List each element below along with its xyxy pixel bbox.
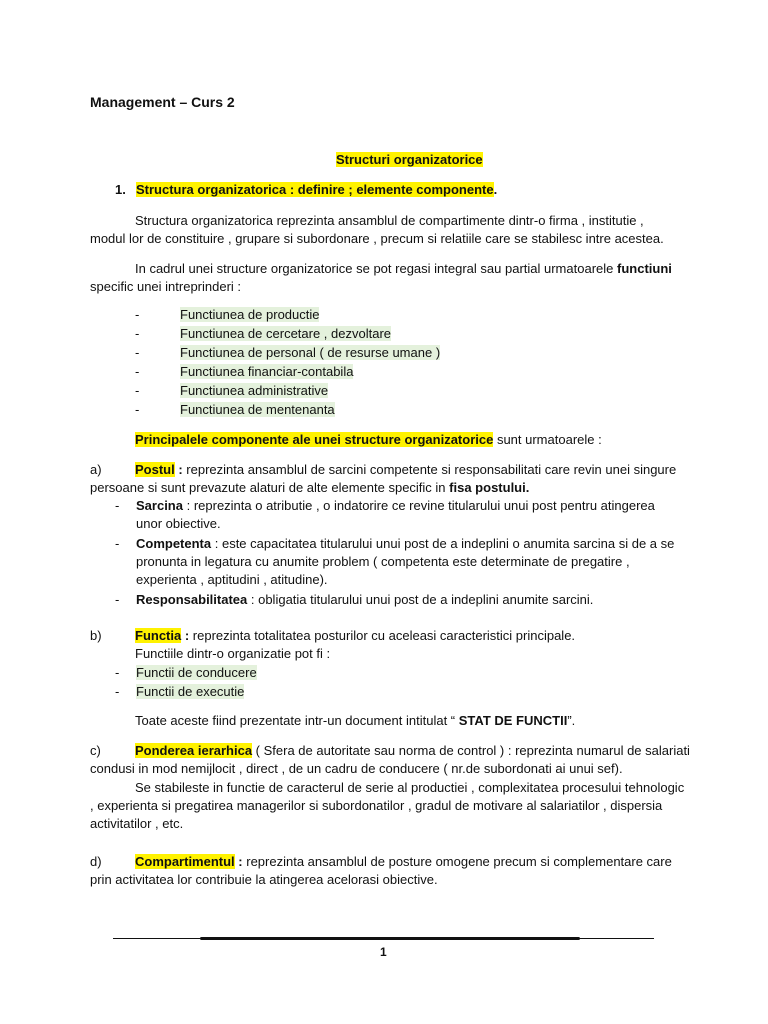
sub-item-competenta-line-2: pronunta in legatura cu anumite problem ( competenta este determinate de pregatire ,: [136, 554, 630, 569]
list-dash: -: [115, 536, 120, 551]
item-b-term: Functia: [135, 628, 182, 643]
document-header: Management – Curs 2: [90, 94, 235, 110]
components-intro: [135, 432, 602, 447]
item-b-note-prefix: Toate aceste fiind prezentate intr-un document intitulat “: [135, 713, 459, 728]
item-a-line-2: [90, 480, 529, 495]
sub-item-term: Responsabilitatea: [136, 592, 248, 607]
list-dash: -: [135, 364, 140, 379]
item-a-line-2-prefix: persoane si sunt prevazute alaturi de alte elemente specific in: [90, 480, 446, 495]
paragraph-2-bold: functiuni: [617, 261, 672, 276]
list-dash: -: [115, 498, 120, 513]
sub-item-sarcina-line-2: unor obiective.: [136, 516, 221, 531]
item-d-term: Compartimentul: [135, 854, 235, 869]
list-item: [180, 383, 328, 398]
item-b-line-2: Functiile dintr-o organizatie pot fi :: [135, 646, 331, 661]
list-dash: -: [135, 345, 140, 360]
section-title-text: Structuri organizatorice: [336, 152, 483, 167]
paragraph-2-line-1: [135, 261, 672, 276]
sub-item-text: : obligatia titularului unui post de a indeplini anumite sarcini.: [247, 592, 594, 607]
paragraph-1-line-1: Structura organizatorica reprezinta ansamblul de compartimente dintr-o firma , institutie ,: [135, 213, 644, 228]
item-c-term: Ponderea ierarhica: [135, 743, 253, 758]
sub-item-competenta: [136, 536, 674, 551]
paragraph-1-line-2: modul lor de constituire , grupare si subordonare , precum si relatiile care se stabilesc intre acestea.: [90, 231, 664, 246]
item-b-line-1: [135, 628, 575, 643]
list-item: [136, 665, 257, 680]
list-item-text: Functii de conducere: [136, 665, 257, 680]
list-item: [180, 345, 440, 360]
list-item-text: Functiunea de mentenanta: [180, 402, 335, 417]
paragraph-2-line-2: specific unei intreprinderi :: [90, 279, 242, 294]
item-b-text: reprezinta totalitatea posturilor cu aceleasi caracteristici principale.: [189, 628, 576, 643]
item-c-label: c): [90, 743, 101, 758]
item-c-text: ( Sfera de autoritate sau norma de control ) : reprezinta numarul de salariati: [252, 743, 690, 758]
list-item: [180, 307, 319, 322]
sub-item-text: : reprezinta o atributie , o indatorire ce revine titularului unui post pentru atingerea: [182, 498, 655, 513]
list-item-text: Functiunea de productie: [180, 307, 320, 322]
item-b-note-bold: STAT DE FUNCTII: [458, 713, 568, 728]
item-c-line-5: activitatilor , etc.: [90, 816, 184, 831]
footer-rule-accent: [200, 937, 580, 940]
page-number: 1: [380, 945, 387, 959]
list-dash: -: [135, 402, 140, 417]
list-dash: -: [115, 592, 120, 607]
sub-item-responsabilitatea: [136, 592, 593, 607]
list-dash: -: [135, 326, 140, 341]
sub-item-text: : este capacitatea titularului unui post de a indeplini o anumita sarcina si de a se: [211, 536, 675, 551]
item-d-line-1: [135, 854, 672, 869]
item-d-text: reprezinta ansamblul de posture omogene precum si complementare care: [242, 854, 672, 869]
paragraph-2-prefix: In cadrul unei structure organizatorice se pot regasi integral sau partial urmatoarele: [135, 261, 614, 276]
heading-1-end: .: [493, 182, 498, 197]
item-a-line-1: [135, 462, 676, 477]
list-item: [136, 684, 244, 699]
list-item: [180, 326, 391, 341]
item-b-sep: :: [181, 628, 190, 643]
item-a-line-2-bold: fisa postului.: [449, 480, 530, 495]
list-item-text: Functiunea de personal ( de resurse umane ): [180, 345, 441, 360]
item-a-text: reprezinta ansamblul de sarcini competente si responsabilitati care revin unei singure: [182, 462, 677, 477]
list-dash: -: [135, 307, 140, 322]
list-item-text: Functiunea administrative: [180, 383, 329, 398]
item-b-note: [135, 713, 575, 728]
heading-1: [136, 182, 497, 197]
components-intro-rest: sunt urmatoarele :: [493, 432, 602, 447]
heading-number: 1.: [115, 182, 126, 197]
sub-item-term: Sarcina: [136, 498, 183, 513]
item-b-label: b): [90, 628, 102, 643]
item-d-line-2: prin activitatea lor contribuie la atingerea acelorasi obiective.: [90, 872, 438, 887]
item-a-sep: :: [174, 462, 183, 477]
list-item-text: Functiunea financiar-contabila: [180, 364, 354, 379]
item-d-sep: :: [234, 854, 243, 869]
item-a-label: a): [90, 462, 102, 477]
item-a-term: Postul: [135, 462, 175, 477]
list-dash: -: [135, 383, 140, 398]
item-b-note-suffix: ”.: [567, 713, 576, 728]
item-c-line-4: , experienta si pregatirea managerilor si subordonatilor , gradul de motivare al salariatilor , dispersia: [90, 798, 663, 813]
sub-item-sarcina: [136, 498, 655, 513]
item-c-line-3: Se stabileste in functie de caracterul de serie al productiei , complexitatea procesului tehnologic: [135, 780, 685, 795]
list-item-text: Functii de executie: [136, 684, 245, 699]
section-title: [336, 152, 483, 167]
sub-item-term: Competenta: [136, 536, 212, 551]
item-d-label: d): [90, 854, 102, 869]
sub-item-competenta-line-3: experienta , aptitudini , atitudine).: [136, 572, 328, 587]
components-intro-highlight: Principalele componente ale unei structure organizatorice: [135, 432, 494, 447]
list-item: [180, 402, 335, 417]
heading-1-text: Structura organizatorica : definire ; elemente componente: [136, 182, 494, 197]
list-dash: -: [115, 665, 120, 680]
item-c-line-1: [135, 743, 690, 758]
list-item: [180, 364, 353, 379]
list-dash: -: [115, 684, 120, 699]
list-item-text: Functiunea de cercetare , dezvoltare: [180, 326, 392, 341]
item-c-line-2: condusi in mod nemijlocit , direct , de un cadru de conducere ( nr.de subordonati ai unui sef).: [90, 761, 623, 776]
